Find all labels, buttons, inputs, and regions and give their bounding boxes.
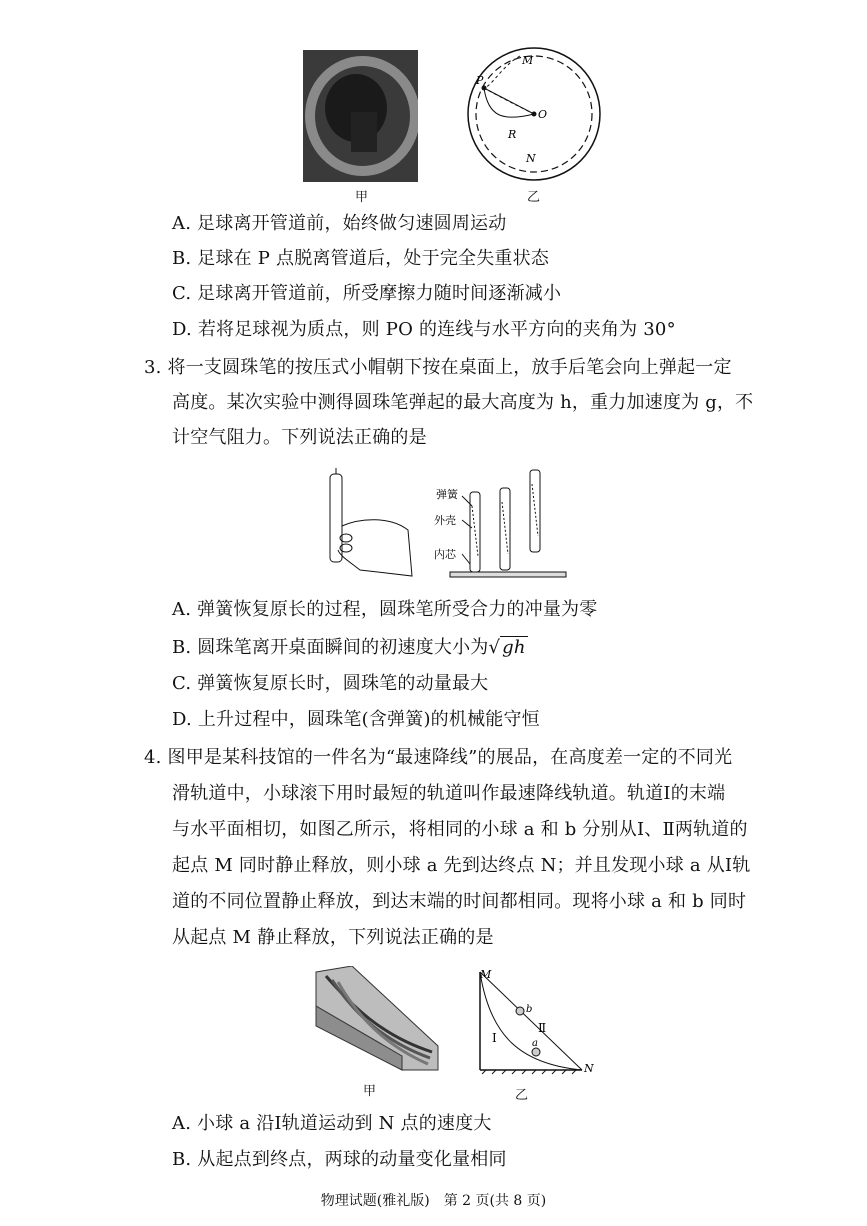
label-I: Ⅰ (492, 1031, 497, 1045)
fig4-caption-left: 甲 (363, 1084, 377, 1099)
q3-stem-line-2: 高度。某次实验中测得圆珠笔弹起的最大高度为 h，重力加速度为 g，不 (172, 392, 754, 413)
q3-option-c: C. 弹簧恢复原长时，圆珠笔的动量最大 (172, 673, 489, 694)
q3-option-b: B. 圆珠笔离开桌面瞬间的初速度大小为 (172, 637, 489, 658)
label-N: N (584, 1062, 594, 1075)
fig4-caption-right: 乙 (515, 1088, 529, 1103)
q2-option-b: B. 足球在 P 点脱离管道后，处于完全失重状态 (172, 248, 550, 269)
q3-stem-line-3: 计空气阻力。下列说法正确的是 (172, 427, 427, 448)
label-core: 内芯 (434, 548, 456, 561)
label-b: b (526, 1004, 533, 1015)
label-shell: 外壳 (434, 514, 456, 527)
q4-stem-line-5: 道的不同位置静止释放，到达末端的时间都相同。现将小球 a 和 b 同时 (172, 891, 747, 912)
q3-stem-line-1: 3. 将一支圆珠笔的按压式小帽朝下按在桌面上，放手后笔会向上弹起一定 (144, 357, 732, 378)
q2-option-a: A. 足球离开管道前，始终做匀速圆周运动 (172, 213, 507, 234)
fig1-caption-right: 乙 (527, 190, 541, 205)
q4-stem-line-4: 起点 M 同时静止释放，则小球 a 先到达终点 N；并且发现小球 a 从Ⅰ轨 (172, 855, 751, 876)
q2-option-c: C. 足球离开管道前，所受摩擦力随时间逐渐减小 (172, 283, 562, 304)
q2-option-d: D. 若将足球视为质点，则 PO 的连线与水平方向的夹角为 30° (172, 319, 676, 340)
label-spring: 弹簧 (436, 488, 458, 501)
track-diagram (470, 966, 600, 1078)
q4-stem-line-3: 与水平面相切，如图乙所示，将相同的小球 a 和 b 分别从Ⅰ、Ⅱ两轨道的 (172, 819, 748, 840)
q4-stem-line-2: 滑轨道中，小球滚下用时最短的轨道叫作最速降线轨道。轨道Ⅰ的末端 (172, 783, 726, 804)
sqrt-content: gh (502, 637, 526, 658)
label-II: Ⅱ (538, 1021, 547, 1035)
label-M: M (522, 54, 534, 67)
label-a: a (532, 1038, 538, 1049)
label-P: P (476, 74, 484, 87)
q4-stem-line-1: 4. 图甲是某科技馆的一件名为“最速降线”的展品，在高度差一定的不同光 (144, 747, 733, 768)
pen-diagram (320, 466, 570, 584)
q3-option-a: A. 弹簧恢复原长的过程，圆珠笔所受合力的冲量为零 (172, 599, 598, 620)
q3-option-b-wrapper (172, 636, 528, 660)
tunnel-photo (303, 50, 418, 182)
q4-option-a: A. 小球 a 沿Ⅰ轨道运动到 N 点的速度大 (172, 1113, 492, 1134)
label-N: N (526, 152, 536, 165)
circular-pipe-diagram (462, 46, 612, 184)
page-footer: 物理试题(雅礼版) 第 2 页(共 8 页) (320, 1193, 547, 1209)
fig1-caption-left: 甲 (355, 190, 369, 205)
q3-option-d: D. 上升过程中，圆珠笔(含弹簧)的机械能守恒 (172, 709, 540, 730)
q4-stem-line-6: 从起点 M 静止释放，下列说法正确的是 (172, 927, 494, 948)
label-M: M (480, 968, 492, 981)
label-R: R (508, 128, 517, 141)
sqrt-sign: √ (488, 637, 501, 658)
q4-option-b: B. 从起点到终点，两球的动量变化量相同 (172, 1149, 507, 1170)
label-O: O (538, 108, 548, 121)
exhibit-photo (312, 966, 442, 1074)
